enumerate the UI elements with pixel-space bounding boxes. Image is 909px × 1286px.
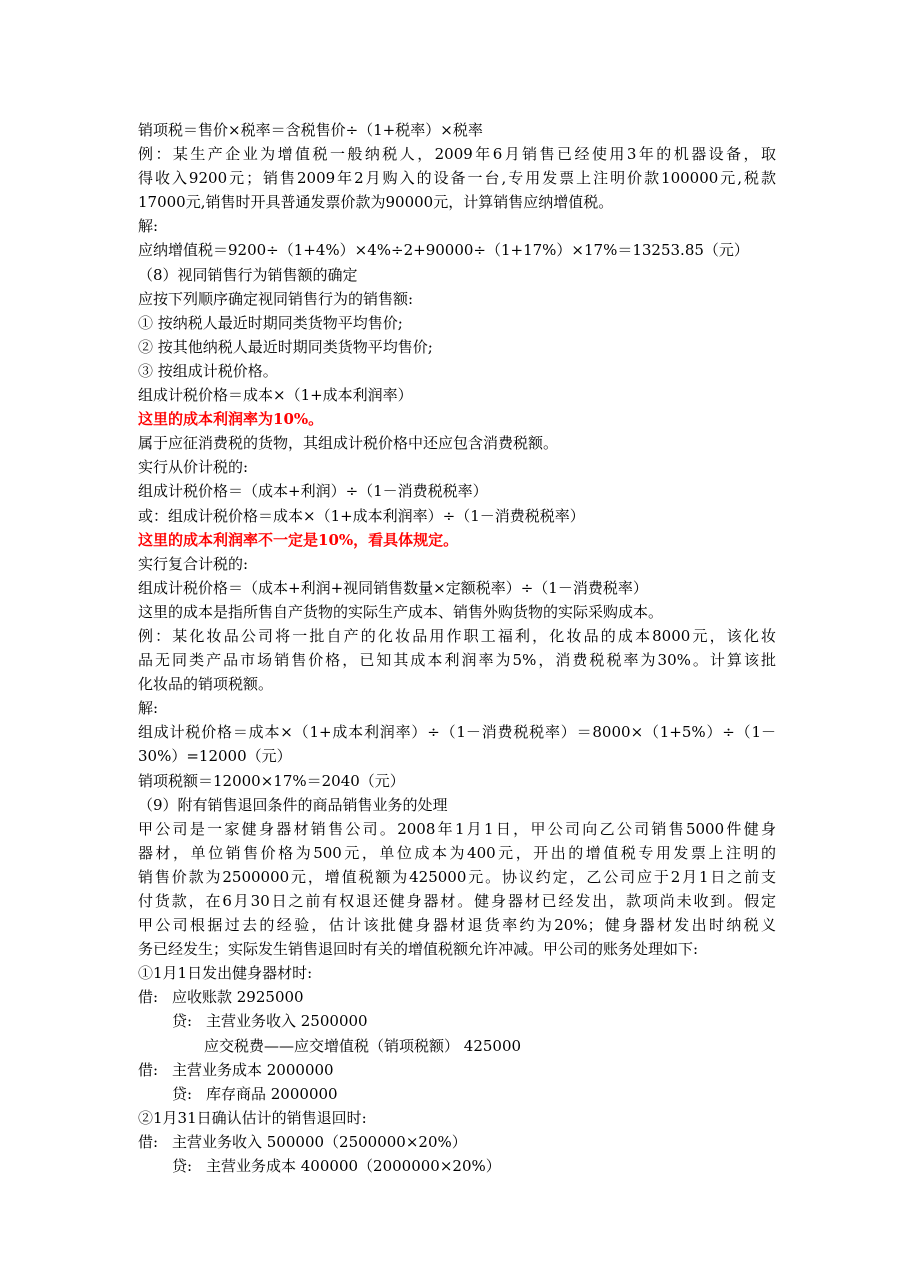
journal-entry-debit bbox=[138, 1058, 776, 1082]
journal-entry-text: 主营业务成本 2000000 bbox=[172, 1060, 334, 1079]
formula-line: 30%）=12000（元） bbox=[138, 747, 292, 766]
list-item: ③ 按组成计税价格。 bbox=[138, 361, 278, 380]
journal-entry-credit bbox=[138, 1082, 776, 1106]
text-line: 例：某化妆品公司将一批自产的化妆品用作职工福利，化妆品的成本8000元，该化妆 bbox=[138, 626, 776, 645]
journal-entry-credit-sub: 应交税费——应交增值税（销项税额） 425000 bbox=[204, 1036, 522, 1055]
text-line: 品无同类产品市场销售价格，已知其成本利润率为5%，消费税税率为30%。计算该批 bbox=[138, 651, 776, 670]
formula-line: 组成计税价格＝（成本+利润）÷（1－消费税税率） bbox=[138, 482, 488, 501]
text-line: ②1月31日确认估计的销售退回时: bbox=[138, 1108, 367, 1127]
list-item: ① 按纳税人最近时期同类货物平均售价; bbox=[138, 313, 403, 332]
journal-entry-credit bbox=[138, 1154, 776, 1178]
text-line: 17000元,销售时开具普通发票价款为90000元，计算销售应纳增值税。 bbox=[138, 193, 614, 212]
text-line: 实行复合计税的: bbox=[138, 554, 249, 573]
formula-line: 销项税额＝12000×17%＝2040（元） bbox=[138, 771, 405, 790]
text-line: 甲公司是一家健身器材销售公司。2008年1月1日，甲公司向乙公司销售5000件健身 bbox=[138, 819, 776, 838]
section-heading: （8）视同销售行为销售额的确定 bbox=[138, 265, 358, 284]
text-line: 属于应征消费税的货物，其组成计税价格中还应包含消费税额。 bbox=[138, 434, 559, 453]
formula-line: 组成计税价格＝成本×（1+成本利润率） bbox=[138, 386, 413, 405]
text-line: 实行从价计税的: bbox=[138, 458, 249, 477]
text-line: 销项税＝售价×税率＝含税售价÷（1+税率）×税率 bbox=[138, 121, 483, 139]
credit-label: 贷: bbox=[172, 1157, 193, 1176]
journal-entry-text: 库存商品 2000000 bbox=[206, 1084, 338, 1103]
text-line: 解: bbox=[138, 217, 159, 236]
text-line: 付货款，在6月30日之前有权退还健身器材。健身器材已经发出，款项尚未收到。假定 bbox=[138, 892, 776, 910]
section-heading: （9）附有销售退回条件的商品销售业务的处理 bbox=[138, 795, 448, 814]
highlight-note: 这里的成本利润率为10%。 bbox=[138, 410, 324, 429]
debit-label: 借: bbox=[138, 1132, 159, 1151]
text-line: 得收入9200元；销售2009年2月购入的设备一台,专用发票上注明价款100000元,税款 bbox=[138, 169, 776, 188]
text-line: 例：某生产企业为增值税一般纳税人，2009年6月销售已经使用3年的机器设备，取 bbox=[138, 145, 776, 164]
debit-label: 借: bbox=[138, 1060, 159, 1079]
text-line: 甲公司根据过去的经验，估计该批健身器材退货率约为20%；健身器材发出时纳税义 bbox=[138, 916, 776, 935]
journal-entry-text: 主营业务收入 500000（2500000×20%） bbox=[172, 1132, 467, 1151]
journal-entry-text: 主营业务成本 400000（2000000×20%） bbox=[206, 1157, 501, 1176]
text-line: 解: bbox=[138, 699, 159, 718]
text-line: 务已经发生；实际发生销售退回时有关的增值税额允许冲减。甲公司的账务处理如下: bbox=[138, 940, 699, 959]
formula-line: 组成计税价格＝成本×（1+成本利润率）÷（1－消费税税率）＝8000×（1+5%）÷（1－ bbox=[138, 723, 776, 742]
text-line: 器材，单位销售价格为500元，单位成本为400元，开出的增值税专用发票上注明的 bbox=[138, 843, 776, 862]
text-line: ①1月1日发出健身器材时: bbox=[138, 964, 313, 983]
formula-line: 或：组成计税价格＝成本×（1+成本利润率）÷（1－消费税税率） bbox=[138, 506, 585, 525]
journal-entry-text: 应收账款 2925000 bbox=[172, 988, 304, 1007]
journal-entry-debit bbox=[138, 1130, 776, 1154]
credit-label: 贷: bbox=[172, 1012, 193, 1031]
credit-label: 贷: bbox=[172, 1084, 193, 1103]
text-line: 化妆品的销项税额。 bbox=[138, 675, 274, 694]
list-item: ② 按其他纳税人最近时期同类货物平均售价; bbox=[138, 337, 433, 356]
journal-entry-debit bbox=[138, 985, 776, 1009]
document-page bbox=[138, 118, 776, 1178]
formula-line: 组成计税价格＝（成本+利润+视同销售数量×定额税率）÷（1－消费税率） bbox=[138, 578, 648, 597]
highlight-note: 这里的成本利润率不一定是10%，看具体规定。 bbox=[138, 530, 459, 549]
text-line: 这里的成本是指所售自产货物的实际生产成本、销售外购货物的实际采购成本。 bbox=[138, 602, 664, 621]
text-line: 销售价款为2500000元，增值税额为425000元。协议约定，乙公司应于2月1日之前支 bbox=[138, 867, 776, 886]
journal-entry-text: 主营业务收入 2500000 bbox=[206, 1012, 368, 1031]
text-line: 应按下列顺序确定视同销售行为的销售额: bbox=[138, 289, 414, 308]
text-line: 应纳增值税＝9200÷（1+4%）×4%÷2+90000÷（1+17%）×17%＝13253.85（元） bbox=[138, 241, 749, 260]
debit-label: 借: bbox=[138, 988, 159, 1007]
journal-entry-credit bbox=[138, 1009, 776, 1033]
